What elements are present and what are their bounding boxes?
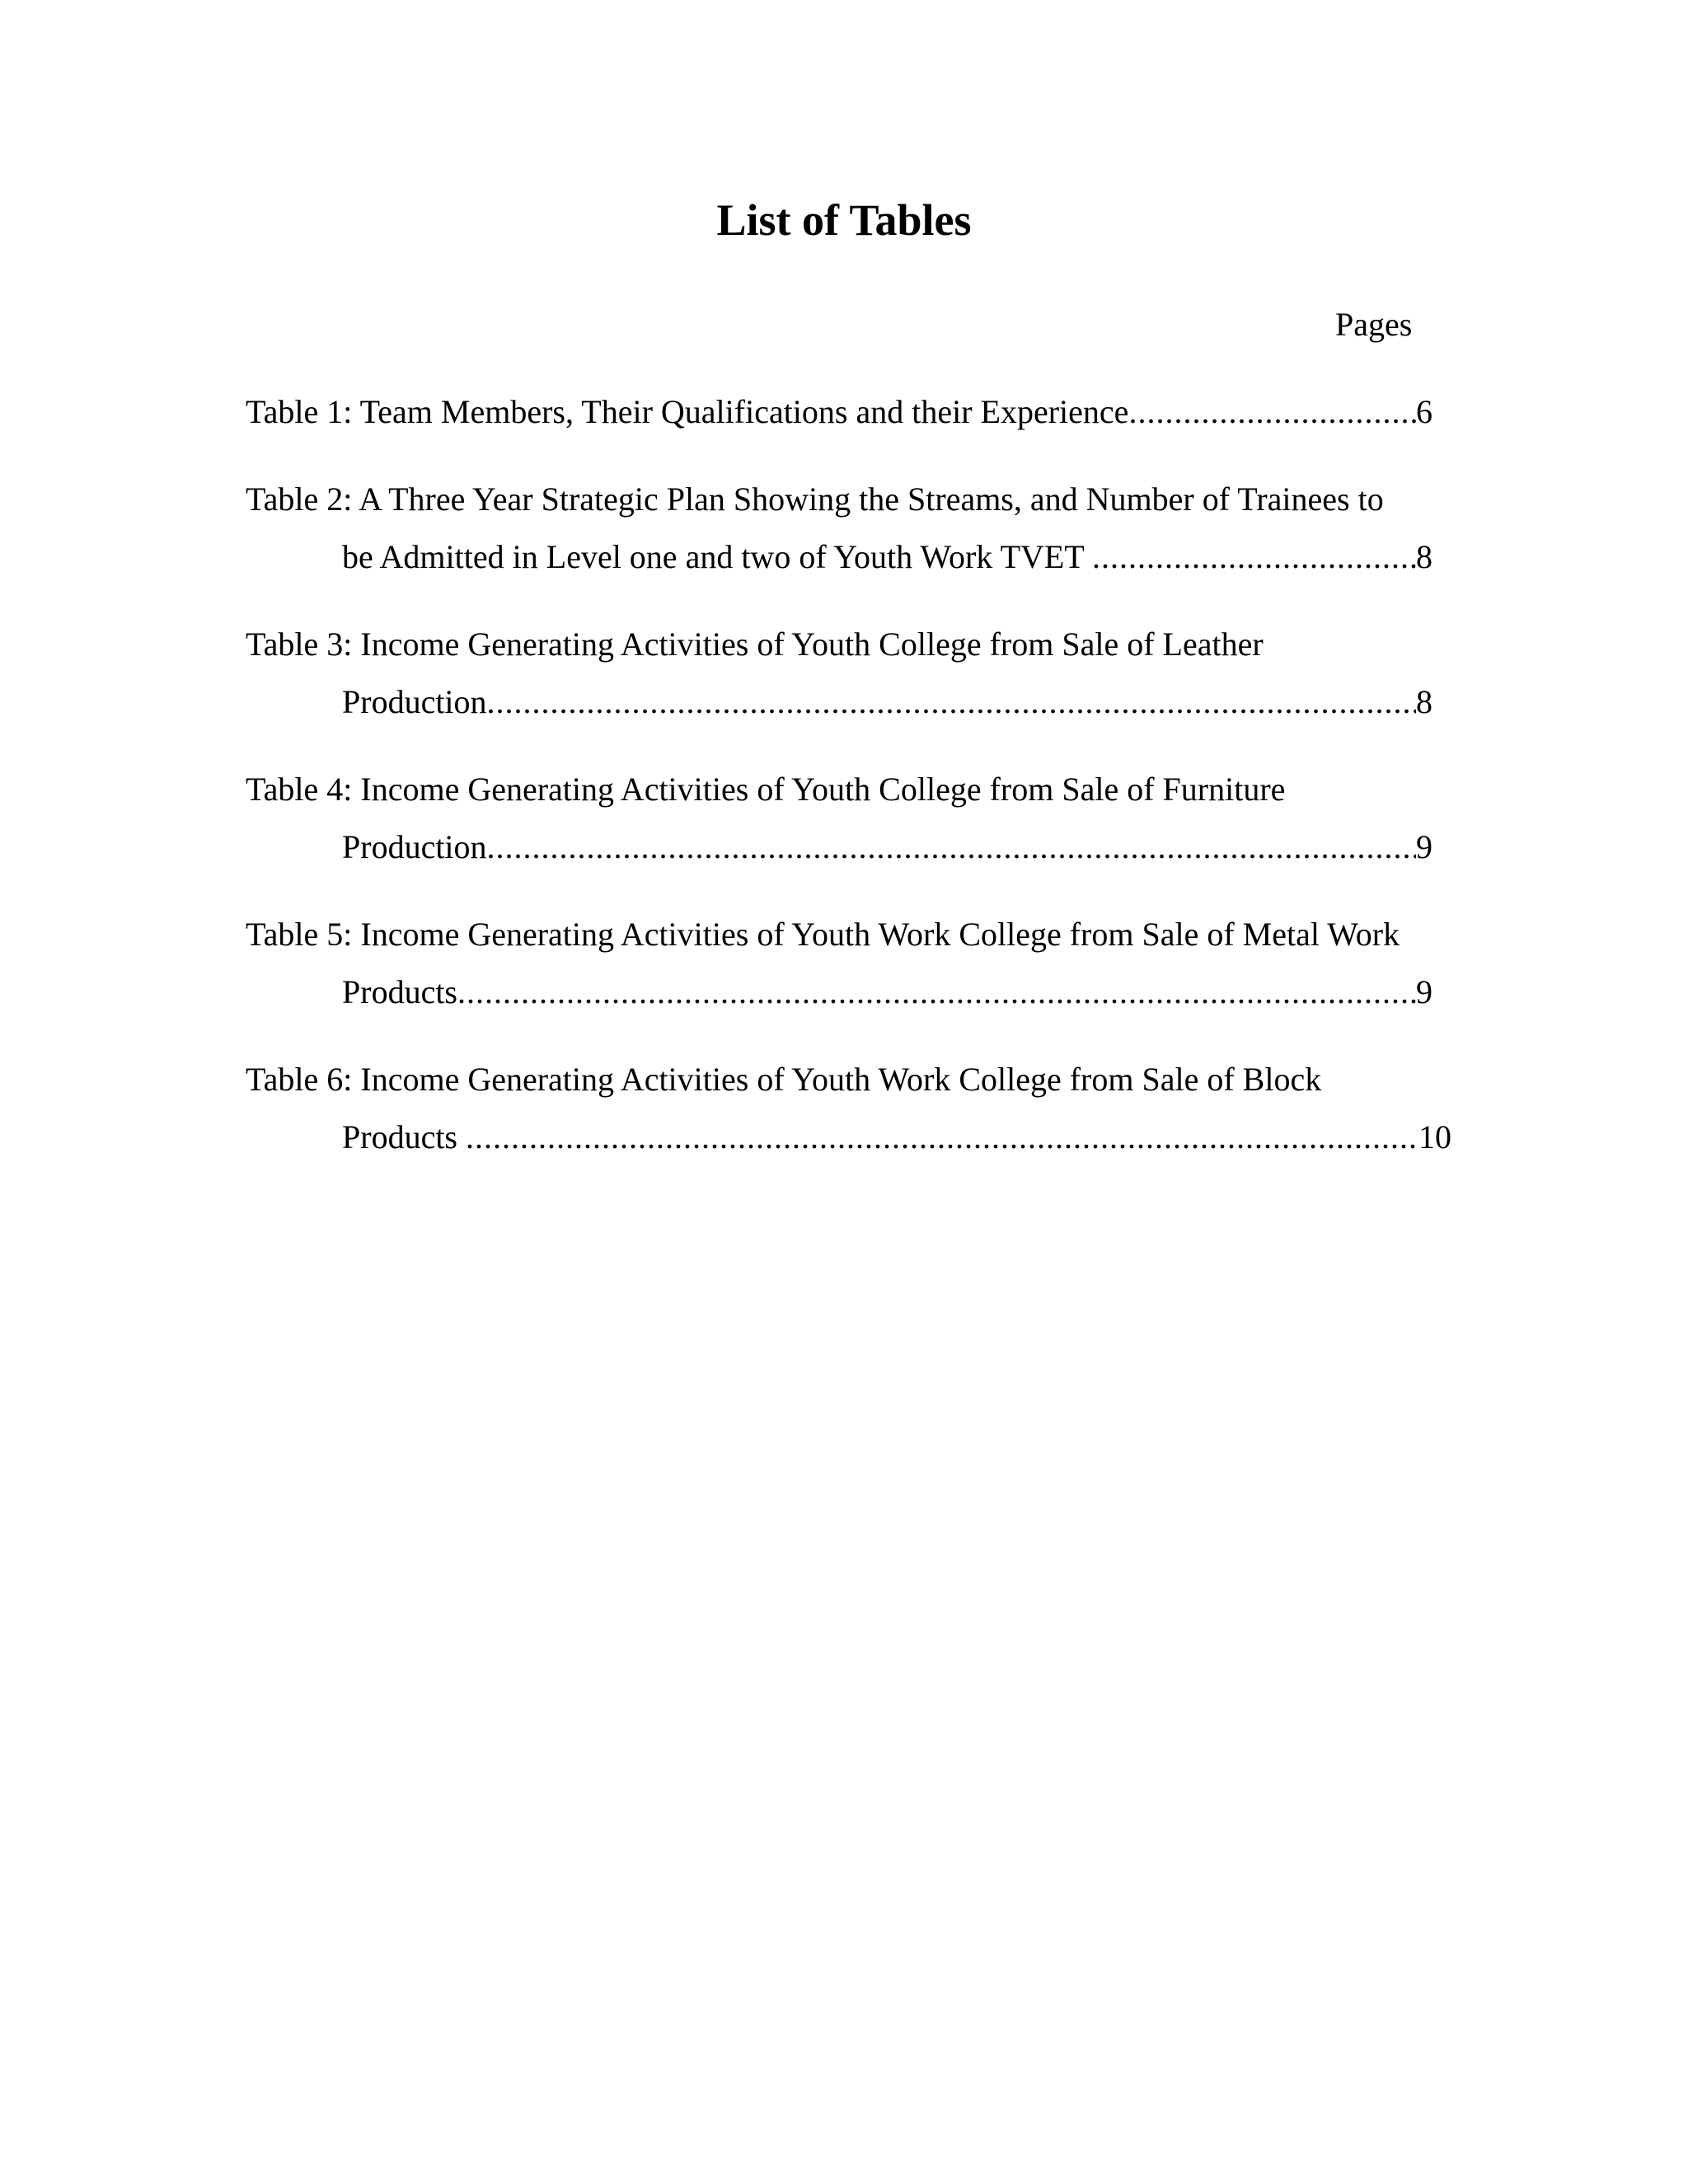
dot-leader [487,824,1416,870]
dot-leader [457,969,1416,1015]
toc-entry-3-continuation: Production [342,683,487,720]
toc-entry-4-line-1[interactable] [246,766,1285,813]
toc-entry-5-line-2[interactable] [342,969,1432,1015]
toc-entry-6-text: Table 6: Income Generating Activities of Youth Work College from Sale of Block [246,1061,1322,1098]
page-title: List of Tables [716,195,972,245]
toc-entry-4-continuation: Production [342,828,487,865]
toc-entry-5-line-1[interactable] [246,912,1400,958]
toc-entry-1[interactable] [246,389,1432,435]
toc-entry-2-line-1[interactable] [246,476,1384,523]
toc-entry-2-page: 8 [1416,538,1432,575]
toc-entry-3-line-2[interactable] [342,679,1432,725]
toc-entry-6-line-1[interactable] [246,1057,1321,1103]
toc-entry-4-line-2[interactable] [342,824,1432,870]
toc-entry-2-continuation: be Admitted in Level one and two of Youth Work TVET [342,538,1093,575]
toc-entry-1-page: 6 [1416,393,1432,430]
toc-entry-2-text: Table 2: A Three Year Strategic Plan Showing the Streams, and Number of Trainees to [246,480,1384,518]
toc-entry-1-text: Table 1: Team Members, Their Qualifications and their Experience [246,393,1129,430]
toc-entry-6-page: 10 [1418,1118,1451,1155]
toc-entry-5-text: Table 5: Income Generating Activities of Youth Work College from Sale of Metal Work [246,916,1400,953]
toc-entry-4-text: Table 4: Income Generating Activities of Youth College from Sale of Furniture [246,771,1286,808]
dot-leader [1092,534,1416,580]
dot-leader [466,1114,1418,1160]
toc-entry-3-line-1[interactable] [246,621,1264,668]
toc-entry-6-continuation: Products [342,1118,466,1155]
toc-entry-3-text: Table 3: Income Generating Activities of Youth College from Sale of Leather [246,626,1264,663]
toc-entry-2-line-2[interactable] [342,534,1432,580]
toc-entry-4-page: 9 [1416,828,1432,865]
toc-entry-6-line-2[interactable] [342,1114,1451,1160]
dot-leader [487,679,1416,725]
toc-entry-5-page: 9 [1416,973,1432,1010]
toc-entry-3-page: 8 [1416,683,1432,720]
toc-entry-5-continuation: Products [342,973,457,1010]
dot-leader [1128,389,1416,435]
pages-column-header: Pages [1335,306,1413,343]
